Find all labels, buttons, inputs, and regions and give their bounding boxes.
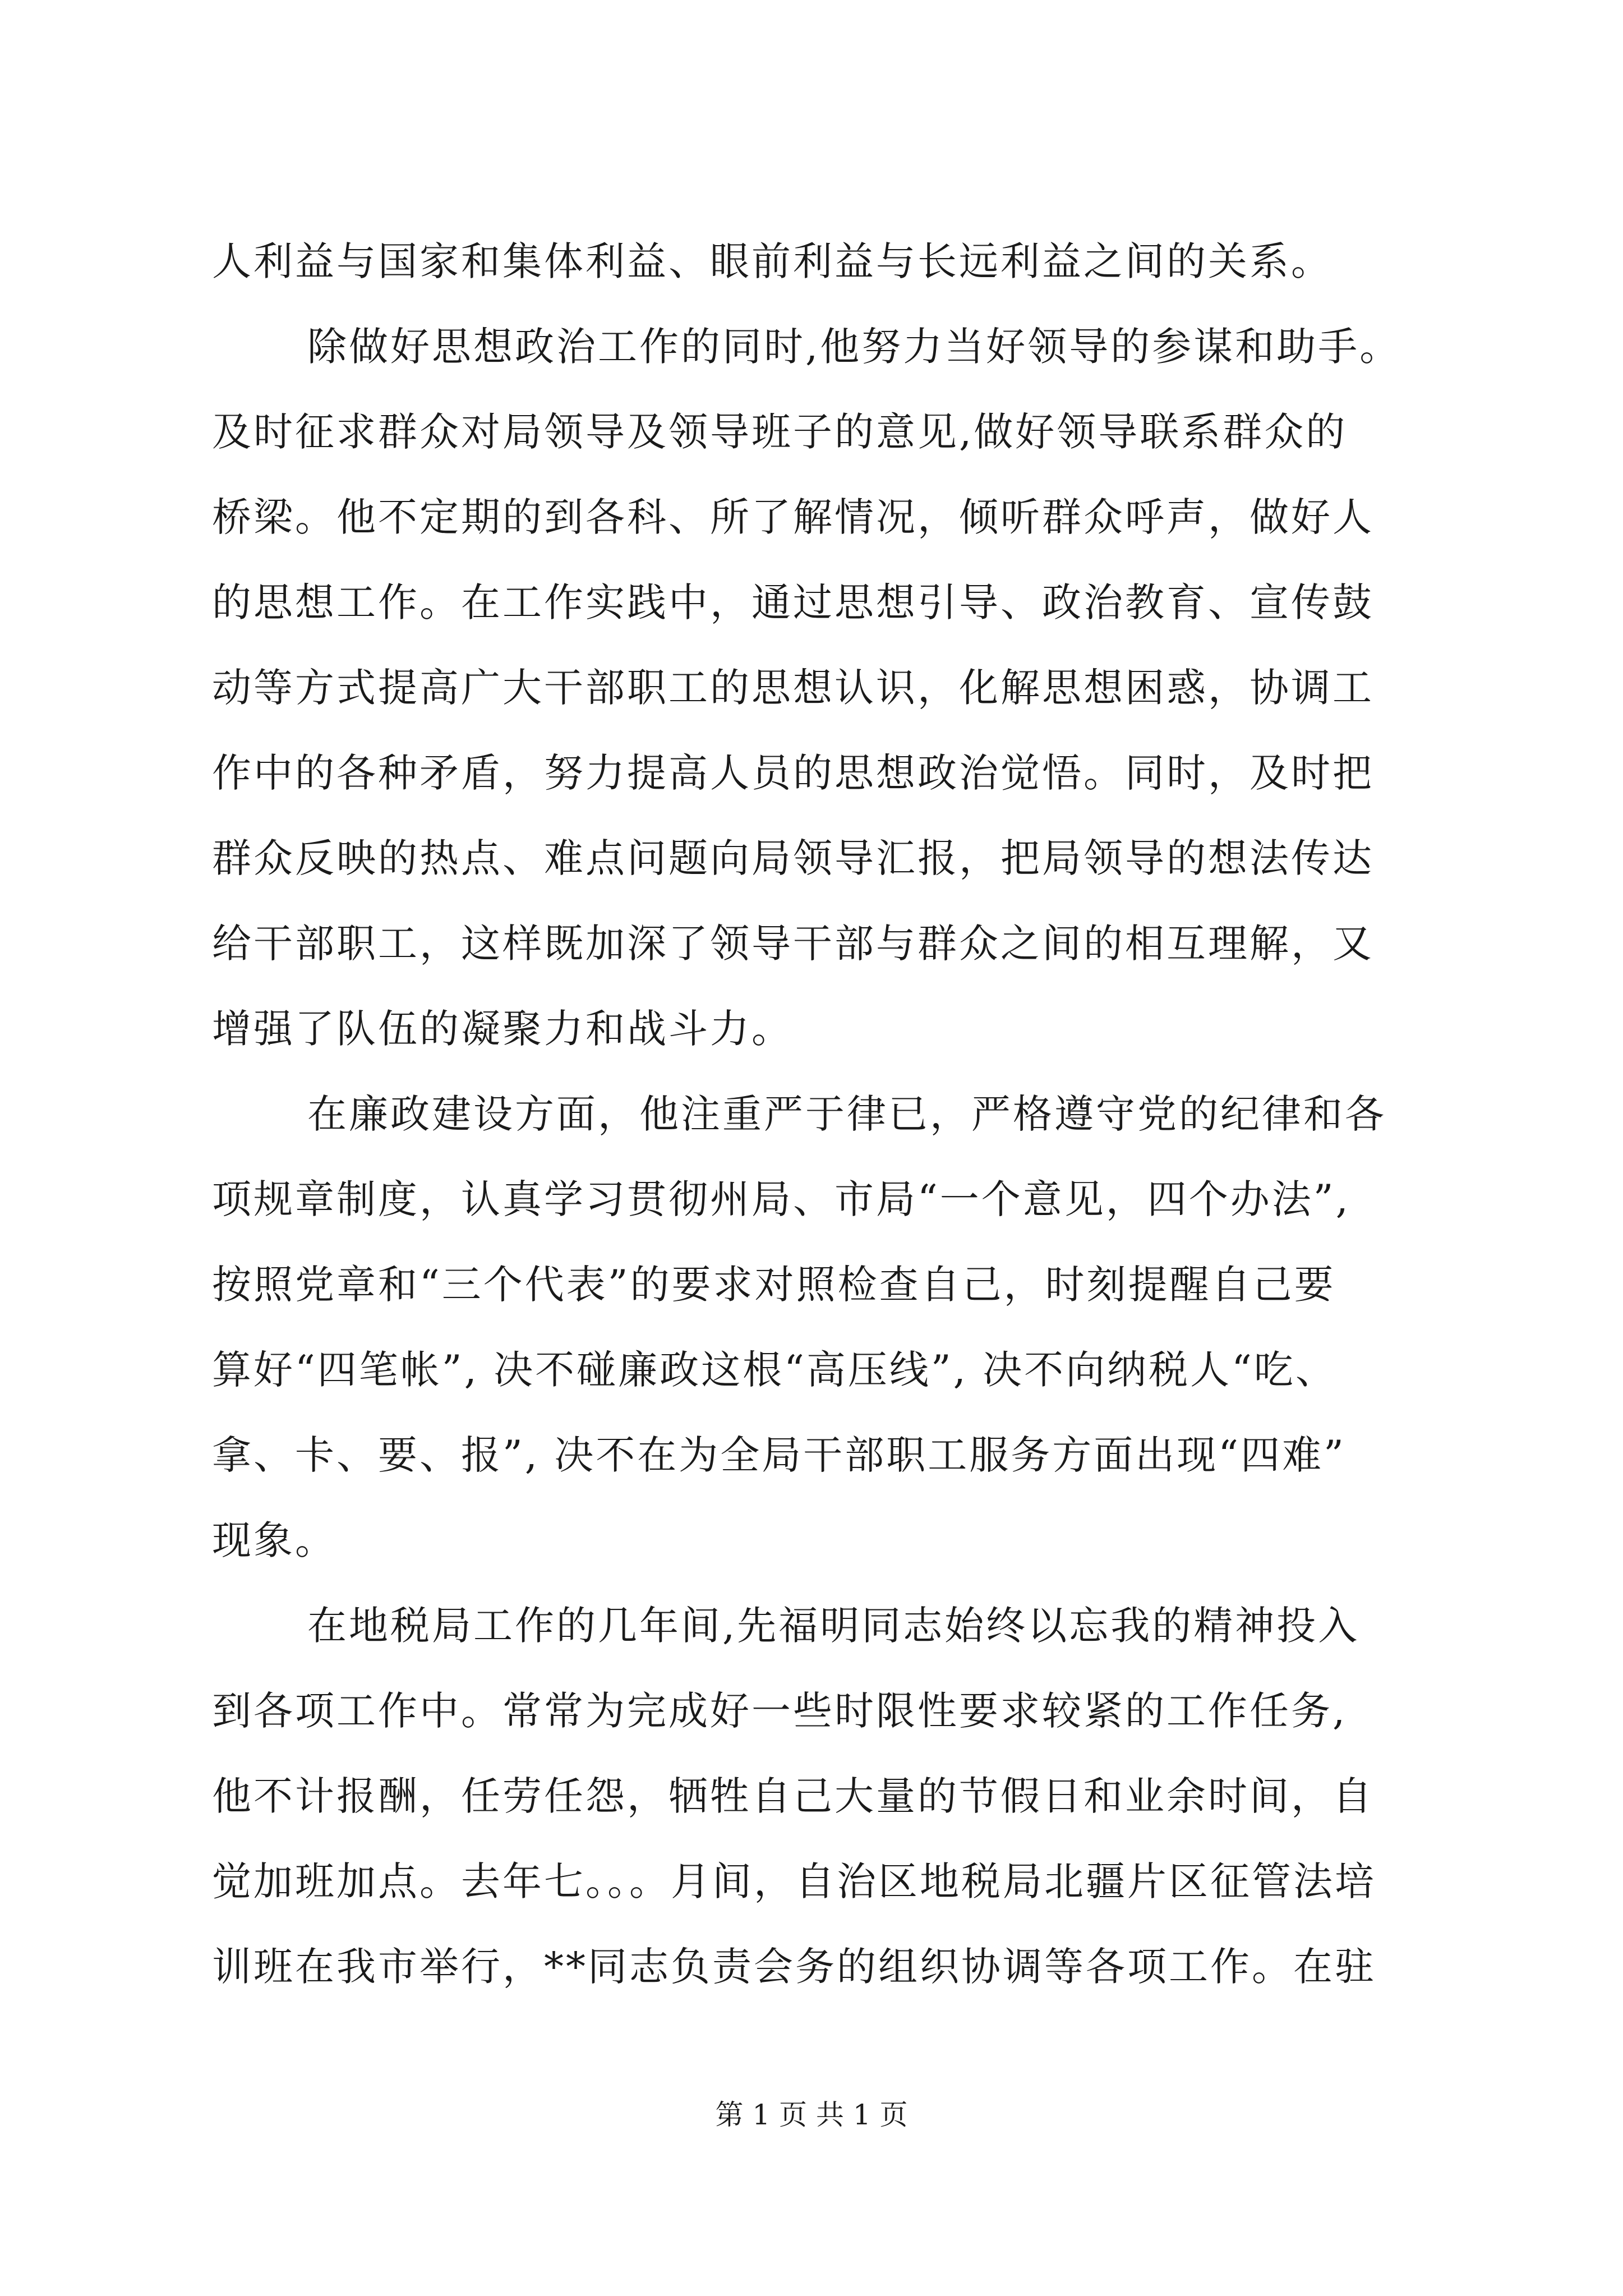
text-line: 的思想工作。在工作实践中，通过思想引导、政治教育、宣传鼓 [212, 579, 1374, 625]
text-line: 增强了队伍的凝聚力和战斗力。 [212, 1006, 793, 1052]
page-footer [0, 2095, 1623, 2134]
text-line: 他不计报酬，任劳任怨，牺牲自己大量的节假日和业余时间，自 [212, 1773, 1374, 1819]
text-line: 到各项工作中。常常为完成好一些时限性要求较紧的工作任务, [212, 1688, 1348, 1734]
text-line: 给干部职工，这样既加深了领导干部与群众之间的相互理解，又 [212, 921, 1374, 967]
page-number-label: 第 1 页 共 1 页 [715, 2099, 908, 2131]
text-line: 算好“四笔帐”, 决不碰廉政这根“高压线”, 决不向纳税人“吃、 [212, 1347, 1337, 1393]
text-line: 现象。 [212, 1517, 336, 1563]
text-line: 群众反映的热点、难点问题向局领导汇报，把局领导的想法传达 [212, 835, 1374, 881]
text-line: 动等方式提高广大干部职工的思想认识，化解思想困惑，协调工 [212, 665, 1374, 711]
text-line: 拿、卡、要、报”, 决不在为全局干部职工服务方面出现“四难” [212, 1432, 1346, 1478]
paragraph-start-line: 在廉政建设方面，他注重严于律已，严格遵守党的纪律和各 [307, 1091, 1386, 1137]
paragraph-start-line: 除做好思想政治工作的同时,他努力当好领导的参谋和助手。 [307, 324, 1401, 370]
text-line: 训班在我市举行，**同志负责会务的组织协调等各项工作。在驻 [212, 1944, 1376, 1990]
text-line: 及时征求群众对局领导及领导班子的意见,做好领导联系群众的 [212, 409, 1348, 455]
text-line: 项规章制度，认真学习贯彻州局、市局“一个意见，四个办法”, [212, 1176, 1350, 1222]
text-line: 人利益与国家和集体利益、眼前利益与长远利益之间的关系。 [212, 238, 1332, 284]
text-line: 作中的各种矛盾，努力提高人员的思想政治觉悟。同时，及时把 [212, 750, 1374, 796]
text-line: 按照党章和“三个代表”的要求对照检查自己，时刻提醒自己要 [212, 1262, 1336, 1308]
text-line: 桥梁。他不定期的到各科、所了解情况，倾听群众呼声，做好人 [212, 494, 1374, 540]
paragraph-start-line: 在地税局工作的几年间,先福明同志始终以忘我的精神投入 [307, 1603, 1360, 1649]
text-line: 觉加班加点。去年七。。。月间，自治区地税局北疆片区征管法培 [212, 1858, 1376, 1904]
body-text [212, 219, 1446, 2009]
